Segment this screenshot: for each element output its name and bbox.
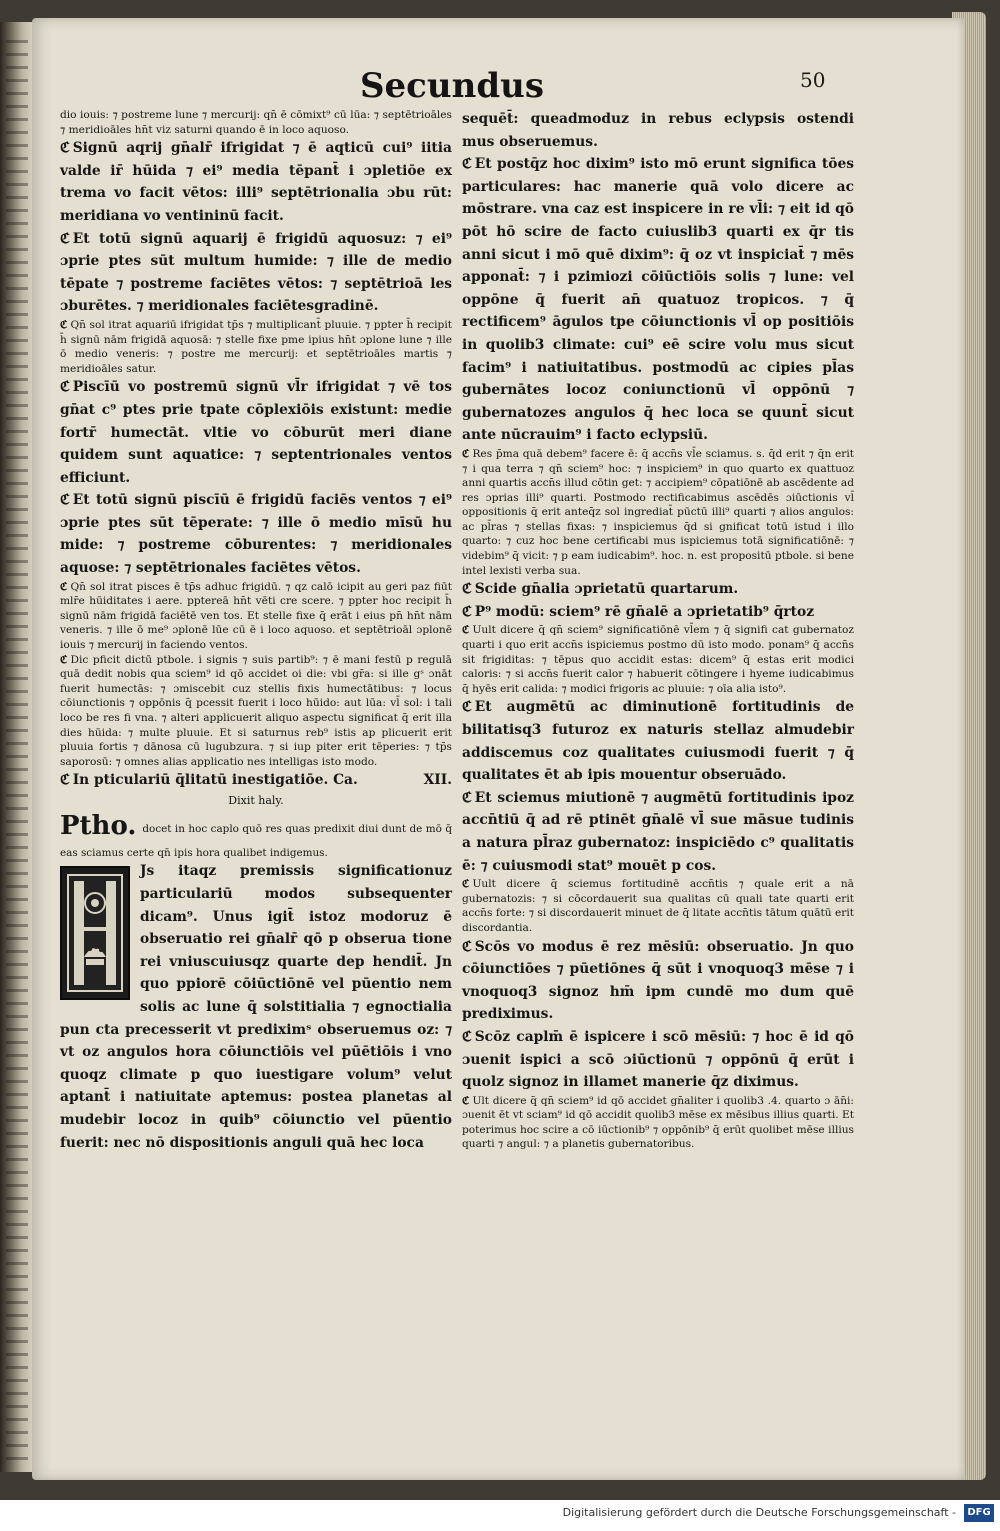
paragraph [60,318,452,376]
paragraph [462,601,854,624]
paragraph [60,228,452,318]
paragraph-text: Et totū signū piscīū ē frigidū faciēs ventos ⁊ ei⁹ ɔprie ptes sūt tēperate: ⁊ ille ō medio mīsū hu mide: ⁊ postreme cōburentes: ⁊ meridionales aquose: ⁊ septētrionales faciētes vētos. [60,492,452,577]
paragraph-text: Et postq̄z hoc dixim⁹ isto mō erunt significa tōes particulares: hac manerie quā volo dicere ac mōstrare. vna caz est inspicere in re vl̄i: ⁊ eit id qō pōt hō scire de facto cuiuslib3 quarti ex q̄r tis anni sicut i mō quē dixim⁹: q̄ oz vt inspiciat̄ ⁊ mēs apponat̄: ⁊ i pzimiozi cōiūctiōis solis ⁊ lune: vel oppōne q̄ fuerit an̄ quatuoz tropicos. ⁊ q̄ rectificem⁹ āgulos tpe cōiunctionis vl̄ op positiōis in quolib3 climate: cui⁹ eē scire volu mus sicut facim⁹ i natiuitatibus. postmodū ac cipies pl̄as gubernātes locoz coniunctionū vl̄ oppōnū ⁊ gubernatozes angulos q̄ hec loca se quunt̄ sicut ante nūcrauim⁹ i facto eclypsiū. [462,156,854,444]
paragraph [462,1094,854,1152]
paragraph-mark-icon: ℭ [462,624,470,637]
left-column-paragraphs [60,108,452,769]
running-head: Secundus [360,66,544,106]
paragraph [462,578,854,601]
paragraph [462,787,854,877]
dfg-logo: DFG [964,1504,994,1522]
paragraph-mark-icon: ℭ [60,492,70,509]
folio-number: 50 [800,68,826,92]
paragraph [462,936,854,1026]
chapter-title: In pticulariū q̄litatū inestigatiōe. Ca. [72,772,358,789]
paragraph-text: Res p̄ma quā debem⁹ facere ē: q̄ accn̄s vl̄e sciamus. s. q̄d erit ⁊ q̄n erit ⁊ i qua terra ⁊ qn̄ sciem⁹ hoc: ⁊ inspiciem⁹ in quo quarto ex quattuoz anni quartis accn̄s illud cōtin get: ⁊ accipiem⁹ cōpatiōnē ab ascēdente ad res ɔprias illi⁹ quarti. Postmodo rectificabimus ascēdēs ɔiūctionis vl̄ oppositionis q̄ erit anteq̄z sol ingrediat̄ pūctū illi⁹ quarti ⁊ alios angulos: ac pl̄ras ⁊ stellas fixas: ⁊ inspiciemus q̄d si gnificat totū istud i illo quarto: ⁊ cuz hoc bene certificabi mus ispiciemus totā significatiōnē: ⁊ videbim⁹ q̄ vicit: ⁊ p eam iudicabim⁹. hoc. n. est propositū ptbole. si bene intel lexisti verba sua. [462,447,854,577]
paragraph-mark-icon: ℭ [462,789,472,806]
paragraph-mark-icon: ℭ [60,318,68,331]
paragraph-mark-icon: ℭ [60,230,70,247]
paragraph-text: Scōs vo modus ē rez mēsiū: obseruatio. Jn quo cōiunctiōes ⁊ pūetiōnes q̄ sūt i vnoquoq3 mēse ⁊ i vnoquoq3 signoz hm̄ ipm cundē mo dum quē prediximus. [462,938,854,1023]
paragraph-text: Uult dicere q̄ qn̄ sciem⁹ significatiōnē vl̄em ⁊ q̄ signifi cat gubernatoz quarti i quo erit accn̄s ispiciemus postmo dū isto modo. ponam⁹ q̄ accn̄s sit frigiditas: ⁊ tēpus quo accidit estas: dicem⁹ q̄ estas erit modici caloris: ⁊ si accn̄s fuerit calor ⁊ habuerit cōtingere i hyeme iudicabimus q̄ hyēs erit calida: ⁊ modici frigoris ac pluuie: ⁊ oīa alia isto⁹. [462,624,854,695]
paragraph [60,653,452,770]
left-column [60,108,452,1154]
paragraph-mark-icon: ℭ [462,447,470,460]
attribution-line: Dixit haly. [228,794,284,808]
paragraph [462,108,854,153]
dropcap-paragraph [60,860,452,1154]
paragraph [60,108,452,137]
woodcut-initial-icon [60,866,130,1000]
paragraph [60,489,452,579]
paragraph-mark-icon: ℭ [462,603,472,620]
intro-text: docet in hoc caplo quō res quas predixit diui dunt de mō q̄ eas sciamus certe qn̄ ipis hora qualibet indigemus. [60,823,452,860]
paragraph-mark-icon: ℭ [462,1094,470,1107]
paragraph [462,623,854,696]
paragraph-mark-icon: ℭ [462,156,472,173]
paragraph-mark-icon: ℭ [462,581,472,598]
paragraph-mark-icon: ℭ [60,580,68,593]
paragraph [462,447,854,578]
paragraph-mark-icon: ℭ [462,1028,472,1045]
paragraph-text: Scōz caplm̄ ē ispicere i scō mēsiū: ⁊ hoc ē id qō ɔuenit ispici a scō ɔiūctionū ⁊ oppōnū q̄ erūt i quolz signoz in illamet manerie q̄z diximus. [462,1028,854,1091]
paragraph [60,376,452,489]
left-page-text-bleed [6,40,28,1460]
paragraph-text: Dic pficit dictū ptbole. i signis ⁊ suis partib⁹: ⁊ ē mani festū p regulā quā dedit nobis qua sciem⁹ id qō accidet oi die: vbi gr̄a: si ille gˢ ɔnāt fuerit humectās: ⁊ ɔmiscebit cuz stellis fixis humectātibus: ⁊ locus cōiunctionis ⁊ oppōnis q̄ pcessit fuerit i loco hūido: aut lūa: vl̄ sol: i tali loco be res fi vna. ⁊ alteri applicuerit aliquo aspectu significat q̄ erit illa dies hūida: ⁊ multe pluuie. Et si saturnus reb⁹ istis ap plicuerit erit pluuia fortis ⁊ dānosa cū lugubzura. ⁊ si iup piter erit tēperies: ⁊ tp̄s saporosū: ⁊ omnes alias applicatio nes intelligas isto modo. [60,653,452,768]
paragraph-text: Qn̄ sol itrat aquariū ifrigidat tp̄s ⁊ multiplicant̄ pluuie. ⁊ ppter h̄ recipit h̄ signū nām frigidā aquosā: ⁊ stelle fixe pme ipius hn̄t ɔplone lune ⁊ ille ō medio veneris: ⁊ postre me mercurij: et septētrioāles martis ⁊ meridioāles satur. [60,318,452,375]
dropcap-paragraph-text: Js itaqz premissis significationuz particulariū modos subsequenter dicam⁹. Unus igit̄ istoz modoruz ē obseruatio rei gn̄alr̄ qō p obserua tione rei vniuscuiusqz quarte dep hendit̄. Jn quo ppiorē cōiūctiōnē vel pūentio nem solis ac lune q̄ solstitialia ⁊ egnoctialia pun cta precesserit vt prediximˢ obseruemus oz: ⁊ vt oz angulos hora cōiunctiōis vel pūētiōis i vno quoqz climate p quo iuestigare volum⁹ velut aptant̄ i natiuitate aptemus: postea planetas al mudebir locoz in quib⁹ cōiunctio vel pūentio fuerit: nec nō dispositionis anguli quā hec loca [60,863,452,1151]
paragraph-mark-icon: ℭ [60,653,68,666]
paragraph-text: Piscīū vo postremū signū vl̄r ifrigidat ⁊ vē tos gn̄at c⁹ ptes prie tpate cōplexiōis existunt: medie fortr̄ humectāt. vltie vo cōburūt meri diane quidem sunt aquatice: ⁊ septentrionales ventos efficiunt. [60,379,452,486]
paragraph-text: sequēt̄: queadmoduz in rebus eclypsis ostendi mus obseruemus. [462,111,854,150]
paragraph [60,137,452,227]
paragraph-mark-icon: ℭ [60,379,70,396]
footer-credit: Digitalisierung gefördert durch die Deutsche Forschungsgemeinschaft - [562,1506,956,1519]
paragraph-text: Et totū signū aquarij ē frigidū aquosuz: ⁊ ei⁹ ɔprie ptes sūt multum humide: ⁊ ille de medio tēpate ⁊ postreme faciētes vētos: ⁊ septētrioā les ɔburētes. ⁊ meridionales faciētesgradinē. [60,230,452,315]
paragraph-text: Uult dicere q̄ sciemus fortitudinē accn̄tis ⁊ quale erit a nā gubernatozis: ⁊ si cōcordauerit sua qualitas cū quali tate quarti erit accn̄s forte: ⁊ si discordauerit minuet de q̄ litate accn̄tis tātum quātū erit discordantia. [462,878,854,934]
paragraph [60,580,452,653]
paragraph-mark-icon: ℭ [60,140,70,157]
paragraph-mark-icon: ℭ [462,699,472,716]
paragraph-mark-icon: ℭ [462,878,470,891]
chapter-intro [60,811,452,860]
right-column [462,108,854,1152]
digitization-footer [0,1500,1000,1531]
paragraph-text: P⁹ modū: sciem⁹ rē gn̄alē a ɔprietatib⁹ q̄rtoz [474,603,815,620]
chapter-heading [60,769,452,791]
paragraph-text: Et augmētū ac diminutionē fortitudinis de bilitatisq3 futuroz ex naturis stellaz almudebir addiscemus coz qualitates cuiusmodi fuerit ⁊ q̄ qualitates ēt ab ipis mouentur obseruādo. [462,699,854,784]
chapter-number: XII. [423,772,452,789]
paragraph [462,1026,854,1094]
paragraph [462,877,854,935]
right-column-paragraphs [462,108,854,1152]
paragraph-mark-icon: ℭ [60,772,70,789]
paragraph-mark-icon: ℭ [462,938,472,955]
paragraph-text: Ult dicere q̄ qn̄ sciem⁹ id qō accidet gn̄aliter i quolib3 .4. quarto ɔ ān̄i: ɔuenit ēt vt sciam⁹ id qō accidit quolib3 mēse ex mēsibus illius quarti. Et poterimus hoc scire a cō iūctionib⁹ ⁊ oppōnib⁹ q̄ erūt quolibet mēse illius quarti ⁊ angul: ⁊ a planetis gubernatoribus. [462,1094,854,1151]
paragraph-text: Qn̄ sol itrat pisces ē tp̄s adhuc frigidū. ⁊ qz calō icipit au geri paz fiūt mlr̄e hūiditates i aere. pptereā hn̄t vēti cre scere. ⁊ ppter hoc recipit h̄ signū nām frigidā faciētē ven tos. Et stelle fixe q̄ erāt i eius pn̄ hn̄t nām veneris. ⁊ ille ō me⁹ ɔplonē lūe cū ē i loco aquoso. et septētrioāl ɔplonē iouis ⁊ mercurij in faciendo ventos. [60,580,452,652]
paragraph-text: Signū aqrij gn̄alr̄ ifrigidat ⁊ ē aqticū cui⁹ iitia valde ir̄ hūida ⁊ ei⁹ media tēpant̄ i ɔpletiōe ex trema vo facit vētos: illi⁹ septētrionalia ɔbu rūt: meridiana vo ventininū facit. [60,140,452,224]
paragraph [462,153,854,447]
paragraph-text: dio iouis: ⁊ postreme lune ⁊ mercurij: qn̄ ē cōmixt⁹ cū lūa: ⁊ septētrioāles ⁊ meridioāles hn̄t viz saturni quando ē in loco aquoso. [60,109,452,136]
intro-lead-word: Ptho. [60,811,137,842]
paragraph-text: Scide gn̄alia ɔprietatū quartarum. [474,581,739,598]
paragraph-text: Et sciemus miutionē ⁊ augmētū fortitudinis ipoz accn̄tiū q̄ ad rē ptinēt gn̄alē vl̄ sue māsue tudinis a natura pl̄raz gubernatoz: inspiciēdo c⁹ qualitatis ē: ⁊ cuiusmodi stat⁹ mouēt p cos. [462,789,854,874]
paragraph [462,696,854,786]
